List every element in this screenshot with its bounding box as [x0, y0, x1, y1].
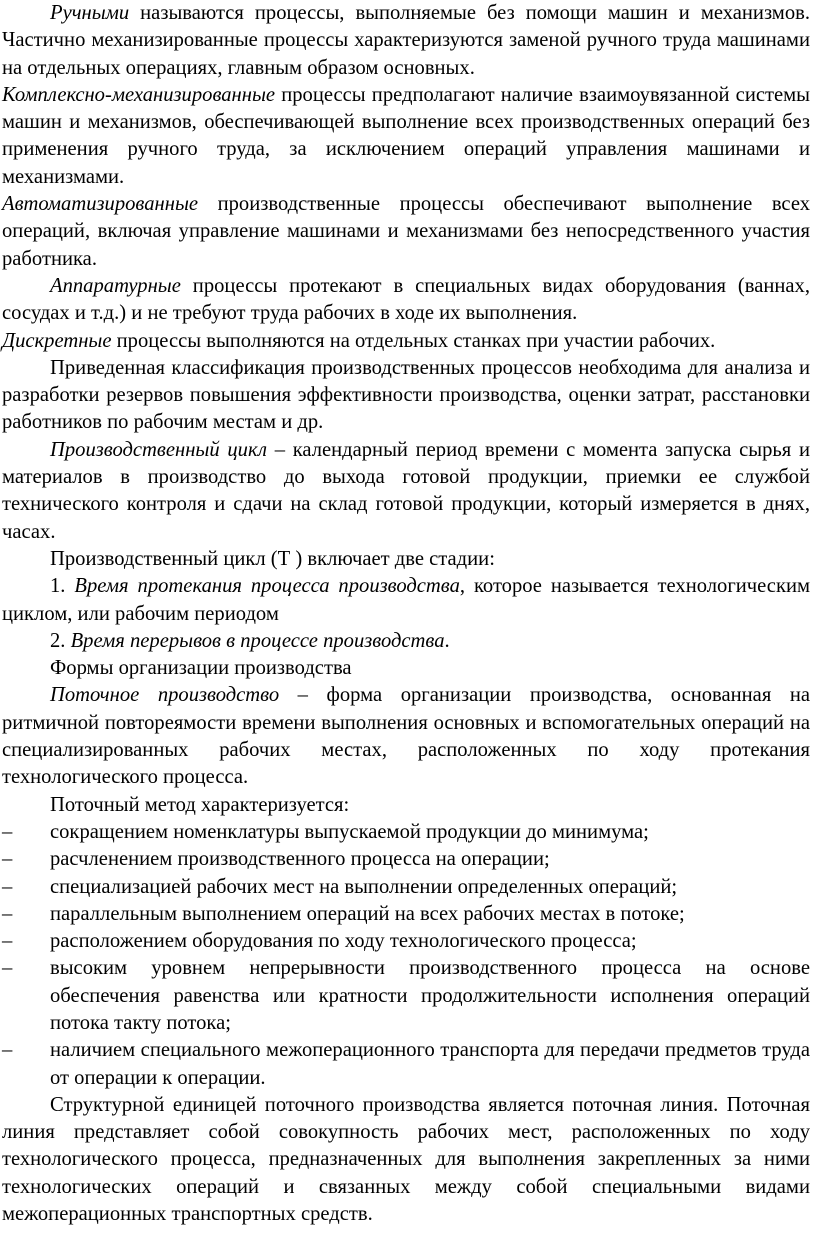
flow-method-characteristics-list: [2, 819, 810, 1092]
paragraph-production-cycle: [2, 437, 810, 546]
paragraph-flow-method-intro: Поточный метод характеризуется:: [50, 793, 350, 816]
paragraph-cycle-stages-intro: Производственный цикл (Т ) включает две стадии:: [50, 547, 495, 570]
stage-number-1: 1.: [50, 575, 75, 598]
list-item: [2, 901, 810, 928]
term-production-cycle: Производственный цикл: [50, 438, 267, 461]
paragraph-flow-production: [2, 682, 810, 791]
list-item-text: высоким уровнем непрерывности производственного процесса на основе обеспечения равенства или кратности продолжительности исполнения операций потока такту потока;: [50, 957, 810, 1034]
list-item: [2, 1037, 810, 1092]
list-item: [2, 874, 810, 901]
text-discrete-definition: процессы выполняются на отдельных станках при участии рабочих.: [111, 329, 716, 352]
list-item: [2, 819, 810, 846]
paragraph-classification: Приведенная классификация производственных процессов необходима для анализа и разработки резервов повышения эффективности производства, оценки затрат, расстановки работников по рабочим местам и др.: [2, 356, 810, 434]
stage-item-1: [2, 573, 810, 628]
dash-marker: –: [2, 930, 13, 953]
list-item-text: специализацией рабочих мест на выполнении определенных операций;: [50, 875, 678, 898]
paragraph-apparatus-discrete: [2, 273, 810, 355]
list-item-text: расположением оборудования по ходу технологического процесса;: [50, 930, 637, 953]
stage-text-1: , которое называется технологическим циклом, или рабочим периодом: [2, 575, 811, 625]
term-flow-production: Поточное производство: [50, 684, 280, 707]
list-item-text: наличием специального межоперационного транспорта для передачи предметов труда от операции к операции.: [50, 1039, 810, 1089]
stage-item-2: [2, 628, 810, 655]
stage-term-2: Время перерывов в процессе производства: [70, 629, 445, 652]
list-item: [2, 928, 810, 955]
dash-marker: –: [2, 848, 13, 871]
stage-text-2: .: [444, 629, 450, 652]
term-apparatus: Аппаратурные: [50, 274, 181, 297]
dash-marker: –: [2, 957, 13, 980]
list-item-text: расчленением производственного процесса на операции;: [50, 848, 550, 871]
dash-marker: –: [2, 902, 13, 925]
term-discrete: Дискретные: [2, 329, 112, 352]
dash-marker: –: [2, 875, 13, 898]
text-automated-definition: производственные процессы обеспечивают выполнение всех операций, включая управление машинами и механизмами без непосредственного участия работника.: [2, 193, 810, 270]
list-item-text: сокращением номенклатуры выпускаемой продукции до минимума;: [50, 820, 649, 843]
text-production-cycle-definition: – календарный период времени с момента запуска сырья и материалов в производство до выхода готовой продукции, приемки ее службой технического контроля и сдачи на склад готовой продукции, который измеряется в днях, часах.: [2, 438, 810, 543]
text-complex-mechanized-definition: процессы предполагают наличие взаимоувязанной системы машин и механизмов, обеспечивающей выполнение всех производственных операций без применения ручного труда, за исключением операций управления машинами и механизмами.: [2, 83, 810, 188]
dash-marker: –: [2, 820, 13, 843]
text-flow-production-definition: – форма организации производства, основанная на ритмичной повтореямости времени выполнения основных и вспомогательных операций на специализированных рабочих местах, расположенных по ходу протекания технологического процесса.: [2, 684, 810, 789]
list-item: [2, 846, 810, 873]
paragraph-process-types: [2, 0, 810, 273]
stage-number-2: 2.: [50, 629, 71, 652]
term-automated: Автоматизированные: [2, 193, 199, 216]
section-heading-forms: Формы организации производства: [50, 657, 352, 680]
stage-term-1: Время протекания процесса производства: [74, 575, 460, 598]
paragraph-flow-line: Структурной единицей поточного производства является поточная линия. Поточная линия представляет собой совокупность рабочих мест, расположенных по ходу технологического процесса, предназначенных для выполнения закрепленных за ними технологических операций и связанных между собой специальными видами межоперационных транспортных средств.: [2, 1093, 810, 1226]
term-manual: Ручными: [50, 2, 130, 24]
list-item-text: параллельным выполнением операций на всех рабочих местах в потоке;: [50, 902, 685, 925]
text-manual-definition: называются процессы, выполняемые без помощи машин и механизмов. Частично механизированные процессы характеризуются заменой ручного труда машинами на отдельных операциях, главным образом основных.: [2, 2, 810, 79]
list-item: [2, 955, 810, 1037]
text-apparatus-definition: процессы протекают в специальных видах оборудования (ваннах, сосудах и т.д.) и не требуют труда рабочих в ходе их выполнения.: [2, 274, 810, 325]
term-complex-mechanized: Комплексно-механизированные: [2, 83, 276, 106]
dash-marker: –: [2, 1039, 13, 1062]
